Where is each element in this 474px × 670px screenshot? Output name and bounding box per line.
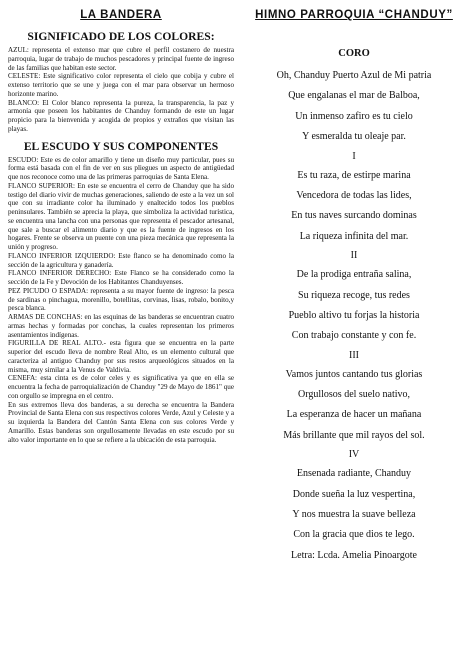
verse-line: Pueblo altivo tu forjas la historia (288, 309, 420, 321)
paragraph: BLANCO: El Color blanco representa la pureza, la transparencia, la paz y armonía que poseen los habitantes de Chanduy formando de este un lugar propicio para la bienvenida y acogida de propios y extraños que visitan las playas. (8, 98, 234, 133)
paragraph: FLANCO INFERIOR DERECHO: Este Flanco se ha considerado como la sección de la Fe y Devoción de los Habitantes Chanduyenses. (8, 269, 234, 286)
verse-line: Letra: Lcda. Amelia Pinoargote (291, 549, 417, 561)
verse-line: Que engalanas el mar de Balboa, (288, 90, 420, 102)
verse-line: Y esmeralda tu oleaje par. (302, 131, 406, 143)
paragraph: En sus extremos lleva dos banderas, a su derecha se encuentra la Bandera Provincial de Santa Elena con sus respectivos colores Verde, Azul y Celeste y a su izquierda la Bandera del Cantón Santa Elena con sus colores Verde y Amarillo. Estas banderas son orgullosamente llevadas en este escudo por su alto valor importante en lo que se refiere a la ubicación de esta parroquia. (8, 400, 234, 444)
verse-line: Su riqueza recoge, tus redes (298, 289, 410, 301)
right-column (242, 8, 466, 566)
verse-line: Orgullosos del suelo nativo, (297, 389, 411, 401)
bandera-title: LA BANDERA (80, 9, 162, 21)
verse-line: Más brillante que mil rayos del sol. (283, 429, 425, 441)
shield-section (8, 156, 234, 445)
verse-line: Donde sueña la luz vespertina, (292, 488, 416, 500)
stanza-number: III (349, 349, 359, 361)
paragraph: ARMAS DE CONCHAS: en las esquinas de las banderas se encuentran cuatro armas hechas y formadas por conchas, la cuales representan los primeros asentamientos indígenas. (8, 313, 234, 339)
verse-line: La riqueza infinita del mar. (299, 230, 409, 242)
verse-line: Ensenada radiante, Chanduy (296, 468, 412, 480)
hymn-lyrics (242, 66, 466, 566)
verse-line: Vencedora de todas las lides, (296, 189, 412, 201)
verse-line: Es tu raza, de estirpe marina (297, 169, 411, 181)
stanza-number: II (350, 250, 358, 262)
stanza-number: IV (348, 449, 360, 461)
verse-line: Y nos muestra la suave belleza (292, 509, 416, 521)
verse-line: De la prodiga entraña salina, (296, 269, 412, 281)
paragraph: CELESTE: Este significativo color representa el cielo que cobija y cubre el extenso territorio que se une y juega con el mar para observar un hermoso horizonte marino. (8, 72, 234, 98)
paragraph: FLANCO INFERIOR IZQUIERDO: Este flanco se ha denominado como la sección de la agricultura y ganadería. (8, 251, 234, 269)
paragraph: ESCUDO: Este es de color amarillo y tiene un diseño muy particular, pues su forma está basada con el fin de ver en sus pliegues un aspecto de antigüedad que nos reconoce como una de las primeras parroquias de Santa Elena. (8, 155, 234, 181)
colors-section (8, 46, 234, 134)
paragraph: PEZ PICUDO O ESPADA: representa a su mayor fuente de ingreso: la pesca de sardinas o pinchagua, morenillo, botellitas, corvinas, lisas, robalo, bonito,y pesca blanca. (8, 286, 234, 313)
paragraph: FIGURILLA DE REAL ALTO.- esta figura que se encuentra en la parte superior del escudo lleva de nombre Real Alto, es un elemento cultural que caracteriza al antiguo Chanduy por sus restos arqueológicos situados en la misma, muy similar a la Venus de Valdivia. (8, 339, 234, 374)
paragraph: AZUL: representa el extenso mar que cubre el perfil costanero de nuestra parroquia, lugar de trabajo de muchos pescadores y principal fuente de ingreso de las familias que habitan este sector. (8, 46, 234, 72)
verse-line: La esperanza de hacer un mañana (286, 409, 422, 421)
verse-line: Un inmenso zafiro es tu cielo (295, 110, 413, 122)
left-column (8, 8, 234, 444)
verse-line: En tus naves surcando dominas (291, 210, 417, 222)
paragraph: CENEFA: esta cinta es de color celes y es significativa ya que en ella se encuentra la fecha de parroquialización de Chanduy "29 de Mayo de 1861" que con orgullo se impregna en el centro. (8, 374, 234, 400)
verse-line: Vamos juntos cantando tus glorias (285, 368, 423, 380)
chorus-heading: CORO (338, 48, 370, 59)
verse-line: Oh, Chanduy Puerto Azul de Mi patria (276, 70, 432, 81)
hymn-title: HIMNO PARROQUIA “CHANDUY” (255, 9, 453, 21)
paragraph: FLANCO SUPERIOR: En este se encuentra el cerro de Chanduy que ha sido testigo del diario vivir de muchas generaciones, saliendo de este a la vez un sol que con su irradiante color ha iluminado y enaltecido todos los pueblos peninsulares. También se aprecia la playa, que simboliza la actividad turística, se encuentra una lancha con una personas que representa el pescador artesanal, que sale a buscar el alimento diario y que es la fuente de ingresos en los hogares. Frente se observa un puente con una pieza mecánica que representa la unión y progreso. (8, 181, 234, 251)
colors-heading: SIGNIFICADO DE LOS COLORES: (27, 30, 215, 43)
verse-line: Con trabajo constante y con fe. (291, 330, 417, 342)
verse-line: Con la gracia que dios te lego. (293, 529, 415, 541)
stanza-number: I (352, 150, 356, 162)
shield-heading: EL ESCUDO Y SUS COMPONENTES (23, 139, 219, 153)
